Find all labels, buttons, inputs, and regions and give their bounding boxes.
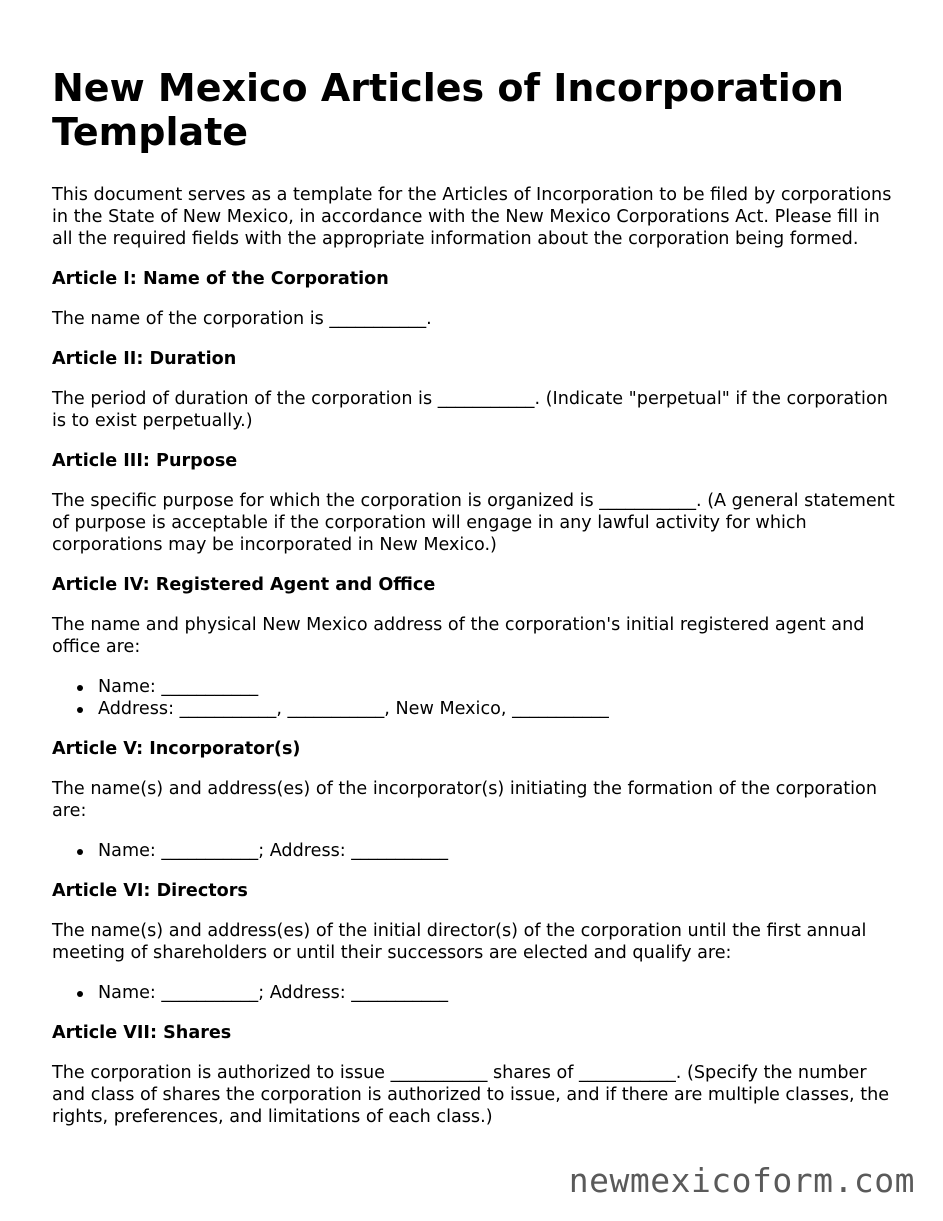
list-item: Name: ___________: [98, 676, 897, 698]
site-watermark: newmexicoform.com: [568, 1161, 915, 1200]
list-item: Name: ___________; Address: ___________: [98, 840, 897, 862]
article-2-text: The period of duration of the corporation is ___________. (Indicate "perpetual" if the corporation is to exist perpetually.): [52, 389, 888, 431]
article-1-text: The name of the corporation is ___________.: [52, 309, 432, 329]
article-4-text: The name and physical New Mexico address of the corporation's initial registered agent and office are:: [52, 615, 865, 657]
list-item: Address: ___________, ___________, New Mexico, ___________: [98, 698, 897, 720]
article-6-list: [52, 982, 897, 1004]
intro-paragraph: This document serves as a template for the Articles of Incorporation to be filed by corporations in the State of New Mexico, in accordance with the New Mexico Corporations Act. Please fill in all the required fields with the appropriate information about the corporation being formed.: [52, 185, 892, 249]
article-6-text: The name(s) and address(es) of the initial director(s) of the corporation until the first annual meeting of shareholders or until their successors are elected and qualify are:: [52, 921, 867, 963]
article-7-heading: Article VII: Shares: [52, 1023, 232, 1043]
article-2-heading: Article II: Duration: [52, 349, 237, 369]
article-5-text: The name(s) and address(es) of the incorporator(s) initiating the formation of the corporation are:: [52, 779, 877, 821]
article-3-heading: Article III: Purpose: [52, 451, 238, 471]
article-6-heading: Article VI: Directors: [52, 881, 248, 901]
article-5-list: [52, 840, 897, 862]
list-item: Name: ___________; Address: ___________: [98, 982, 897, 1004]
page-title: New Mexico Articles of Incorporation Template: [52, 66, 844, 154]
article-4-list: [52, 676, 897, 720]
article-1-heading: Article I: Name of the Corporation: [52, 269, 389, 289]
article-3-text: The specific purpose for which the corporation is organized is ___________. (A general statement of purpose is acceptable if the corporation will engage in any lawful activity for which corporations may be incorporated in New Mexico.): [52, 491, 895, 555]
article-7-text: The corporation is authorized to issue ___________ shares of ___________. (Specify the number and class of shares the corporation is authorized to issue, and if there are multiple classes, the rights, preferences, and limitations of each class.): [52, 1063, 890, 1127]
article-5-heading: Article V: Incorporator(s): [52, 739, 301, 759]
article-4-heading: Article IV: Registered Agent and Office: [52, 575, 436, 595]
document-page: [52, 66, 897, 1146]
